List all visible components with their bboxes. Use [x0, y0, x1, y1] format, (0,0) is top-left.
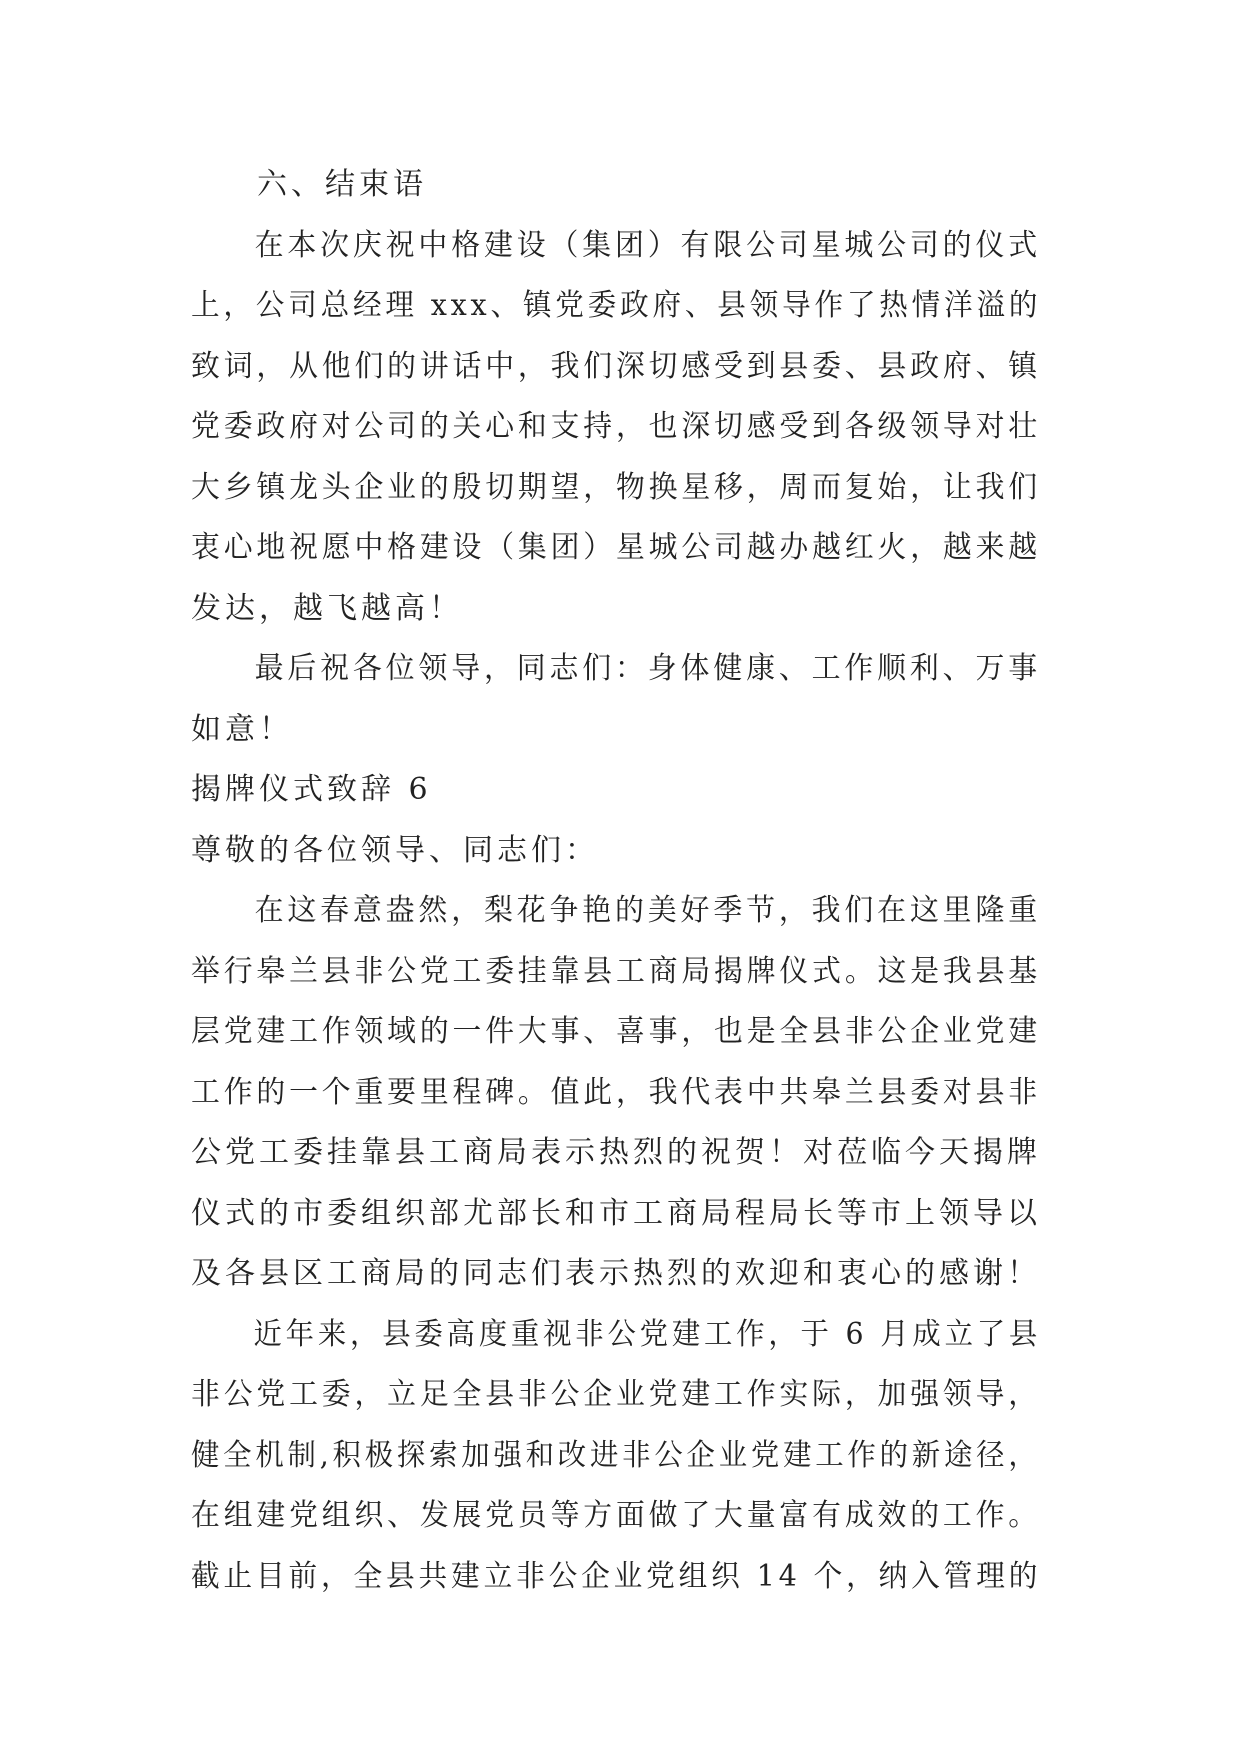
text-line: 在组建党组织、发展党员等方面做了大量富有成效的工作。: [191, 1498, 1041, 1533]
text-line: 最后祝各位领导，同志们：身体健康、工作顺利、万事: [254, 651, 1041, 686]
text-line: 公党工委挂靠县工商局表示热烈的祝贺！对莅临今天揭牌: [191, 1135, 1041, 1170]
text-line: 近年来，县委高度重视非公党建工作，于 6 月成立了县: [253, 1316, 1042, 1352]
text-line: 如意！: [191, 711, 293, 747]
text-line: 六、结束语: [257, 167, 427, 202]
text-line: 截止目前，全县共建立非公企业党组织 14 个，纳入管理的: [191, 1558, 1042, 1594]
text-line: 尊敬的各位领导、同志们：: [191, 832, 599, 868]
text-line: 仪式的市委组织部尤部长和市工商局程局长等市上领导以: [191, 1195, 1041, 1231]
text-line: 层党建工作领域的一件大事、喜事，也是全县非公企业党建: [191, 1014, 1041, 1049]
text-line: 衷心地祝愿中格建设（集团）星城公司越办越红火，越来越: [191, 530, 1041, 565]
text-line: 及各县区工商局的同志们表示热烈的欢迎和衷心的感谢！: [191, 1256, 1041, 1291]
text-line: 在这春意盎然，梨花争艳的美好季节，我们在这里隆重: [254, 893, 1041, 928]
text-line: 非公党工委，立足全县非公企业党建工作实际，加强领导，: [191, 1377, 1041, 1412]
text-line: 大乡镇龙头企业的殷切期望，物换星移，周而复始，让我们: [191, 469, 1041, 505]
text-line: 揭牌仪式致辞 6: [191, 772, 432, 807]
document-body: [191, 155, 1041, 1607]
text-line: 举行皋兰县非公党工委挂靠县工商局揭牌仪式。这是我县基: [191, 953, 1041, 989]
text-line: 上，公司总经理 xxx、镇党委政府、县领导作了热情洋溢的: [191, 288, 1042, 323]
text-line: 在本次庆祝中格建设（集团）有限公司星城公司的仪式: [254, 227, 1041, 263]
text-line: 致词，从他们的讲话中，我们深切感受到县委、县政府、镇: [191, 348, 1041, 384]
text-line: 发达，越飞越高！: [191, 590, 463, 626]
text-line: 工作的一个重要里程碑。值此，我代表中共皋兰县委对县非: [191, 1074, 1041, 1110]
text-line: 健全机制,积极探索加强和改进非公企业党建工作的新途径，: [191, 1437, 1041, 1473]
text-line: 党委政府对公司的关心和支持，也深切感受到各级领导对壮: [191, 409, 1041, 444]
